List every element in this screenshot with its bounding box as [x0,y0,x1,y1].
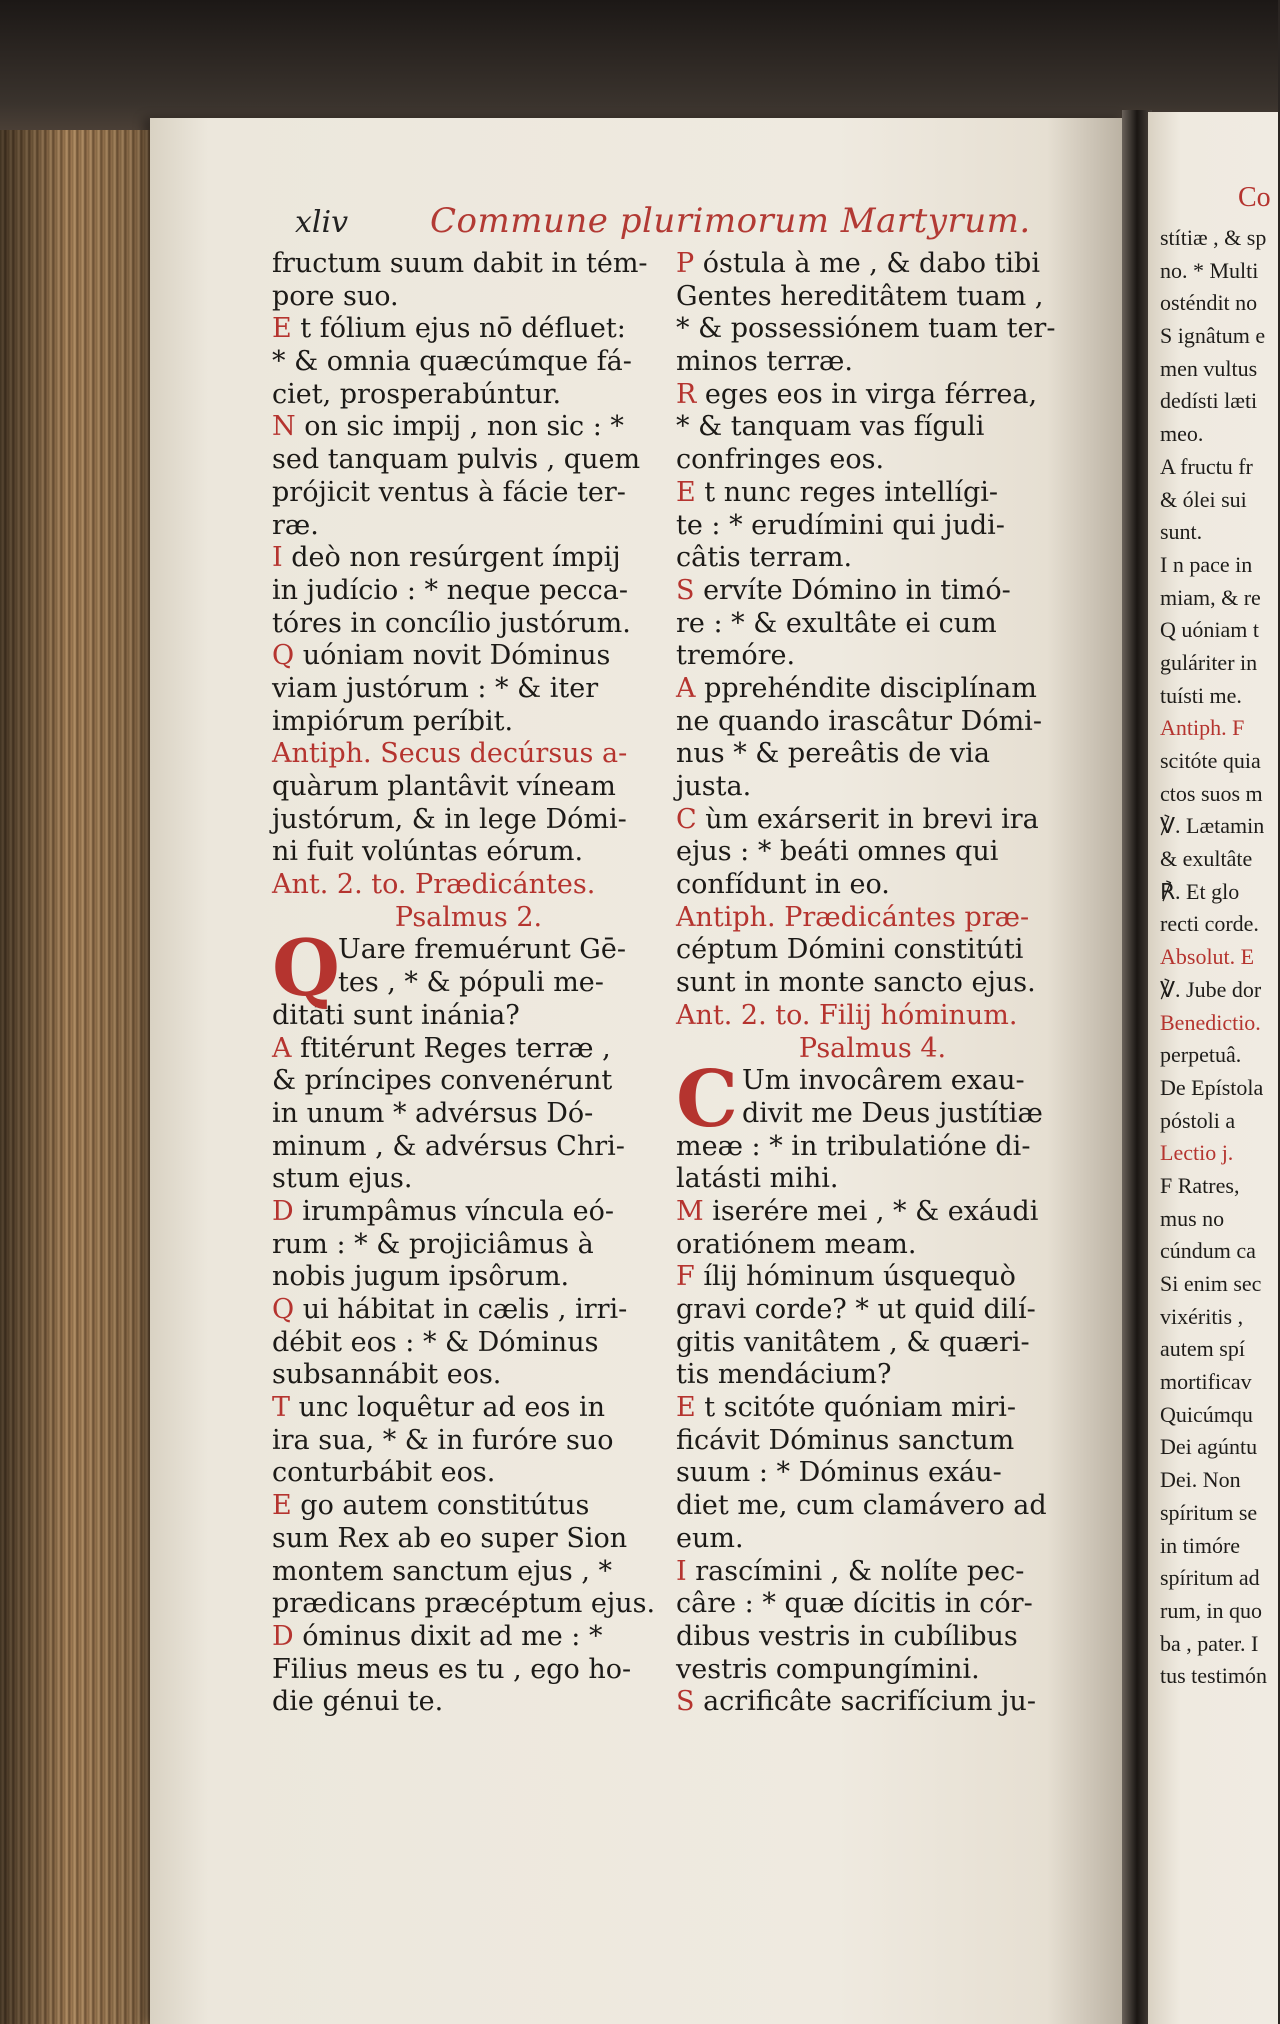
page-header [295,201,1055,251]
facing-text-line: spíritum ad [1160,1565,1260,1591]
line-text: confringes eos. [676,444,885,476]
text-line [676,477,1069,510]
facing-text-line: & exultâte [1160,846,1253,872]
text-line [676,542,1069,575]
text-line [676,1229,1069,1262]
text-line [272,1098,665,1131]
text-line [676,738,1069,771]
facing-text-line: stítiæ , & sp [1160,225,1267,250]
text-line [272,1686,665,1719]
text-line [272,411,665,444]
facing-text-line: De Epístola [1160,1074,1264,1100]
line-text: nus * & pereâtis de via [676,738,990,770]
text-line [676,1588,1069,1621]
facing-text-line: Quicúmqu [1160,1401,1253,1427]
facing-text-line: vixéritis , [1160,1303,1244,1329]
line-text: M iserére mei , * & exáudi [676,1195,1039,1227]
facing-page-text [1160,182,1280,1693]
text-line [272,1457,665,1490]
text-line [676,444,1069,477]
text-line [676,248,1069,281]
facing-text-line: ba , pater. I [1160,1630,1259,1656]
line-text: tes , * & pópuli me- [338,967,604,999]
facing-text-line: A fructu fr [1160,453,1253,479]
text-line [676,1000,1069,1033]
facing-page-header: Co [1238,182,1271,213]
text-line [272,542,665,575]
line-text: minum , & advérsus Chri- [272,1130,625,1162]
text-line [272,1556,665,1589]
line-text: impiórum períbit. [272,705,514,737]
line-text: divit me Deus justítiæ [742,1097,1043,1129]
facing-text-line: póstoli a [1160,1107,1236,1133]
line-text: C ùm exárserit in brevi ira [676,803,1039,835]
text-line [676,1686,1069,1719]
text-line [272,1294,665,1327]
line-text: câtis terram. [676,542,853,574]
line-text: prójicit ventus à fácie ter- [272,476,626,508]
text-line [272,1654,665,1687]
text-line [676,1556,1069,1589]
facing-text-line: osténdit no [1160,290,1258,316]
line-text: F ílij hóminum úsquequò [676,1261,1016,1293]
text-line [676,1621,1069,1654]
line-text: in judício : * neque pecca- [272,574,628,606]
line-text: ditáti sunt inánia? [272,999,520,1031]
text-line [272,510,665,543]
text-line [676,1490,1069,1523]
line-text: diet me, cum clamávero ad [676,1490,1047,1522]
facing-text-line: Absolut. E [1160,944,1255,970]
line-text: I rascímini , & nolíte pec- [676,1555,1025,1587]
line-text: gitis vanitâtem , & quæri- [676,1326,1030,1358]
text-line [272,673,665,706]
text-line [676,1654,1069,1687]
line-text: vestris compungímini. [676,1653,980,1685]
line-text: A ftitérunt Reges terræ , [272,1032,611,1064]
line-text: stum ejus. [272,1163,413,1195]
text-line [272,346,665,379]
line-text: débit eos : * & Dóminus [272,1326,599,1358]
text-line [272,1588,665,1621]
line-text: prædicans præcéptum ejus. [272,1588,656,1620]
line-text: sed tanquam pulvis , quem [272,444,641,476]
line-text: Q uóniam novit Dóminus [272,640,611,672]
line-text: ficávit Dóminus sanctum [676,1424,1015,1456]
line-text: Q ui hábitat in cælis , irri- [272,1294,628,1325]
facing-text-line: miam, & re [1160,584,1261,610]
text-line [676,1457,1069,1490]
text-line [676,1523,1069,1556]
text-line [272,1425,665,1458]
text-line [676,608,1069,641]
line-text: D óminus dixit ad me : * [272,1620,603,1652]
facing-text-line: sunt. [1160,519,1203,545]
text-line [676,804,1069,837]
facing-text-line: no. * Multi [1160,257,1259,283]
text-line [272,444,665,477]
facing-text-line: recti corde. [1160,911,1259,937]
line-text: tis mendácium? [676,1359,892,1391]
facing-text-line: Lectio j. [1160,1140,1234,1166]
facing-text-line: mortificav [1160,1369,1252,1395]
text-line [676,1098,1069,1131]
line-text: E t scitóte quóniam miri- [676,1392,1017,1424]
line-text: nobis jugum ipsôrum. [272,1261,570,1293]
text-line [272,477,665,510]
line-text: Um invocârem exau- [742,1065,1025,1097]
line-text: latásti mihi. [676,1163,839,1195]
line-text: dibus vestris in cubílibus [676,1620,1018,1652]
text-line [676,967,1069,1000]
line-text: confídunt in eo. [676,869,890,901]
text-line [272,771,665,804]
line-text: S ervíte Dómino in timó- [676,574,1011,606]
background-top [0,0,1278,130]
facing-text-line: spíritum se [1160,1499,1258,1525]
text-line [272,1327,665,1360]
facing-text-line: dedísti læti [1160,388,1258,414]
line-text: re : * & exultâte ei cum [676,607,997,639]
text-line [272,640,665,673]
line-text: Antiph. Prædicántes præ- [676,901,1030,933]
facing-text-line: guláriter in [1160,649,1258,675]
line-text: pore suo. [272,280,399,312]
facing-text-line: ℣. Jube dor [1160,976,1262,1002]
line-text: câre : * quæ dícitis in cór- [676,1588,1033,1620]
folio-number: xliv [295,205,349,240]
text-line [272,575,665,608]
text-line [676,640,1069,673]
text-line [676,1425,1069,1458]
text-line [676,411,1069,444]
facing-text-line: Antiph. F [1160,715,1245,741]
text-line [272,379,665,412]
text-line [272,1065,665,1098]
line-text: E t nunc reges intellígi- [676,476,998,508]
text-line [272,1490,665,1523]
facing-text-line: men vultus [1160,355,1258,381]
line-text: ciet, prosperabúntur. [272,378,562,410]
line-text: die génui te. [272,1686,444,1718]
line-text: gravi corde? * ut quid dilí- [676,1294,1036,1325]
text-line [676,313,1069,346]
drop-capital: Q [272,923,340,1015]
text-line [676,869,1069,902]
line-text: * & omnia quæcúmque fá- [272,346,632,378]
line-text: montem sanctum ejus , * [272,1555,612,1587]
text-line [272,1359,665,1392]
facing-text-line: tuísti me. [1160,682,1242,708]
line-text: eum. [676,1522,744,1554]
line-text: minos terræ. [676,346,853,378]
line-text: oratiónem meam. [676,1228,917,1260]
facing-text-line: in timóre [1160,1532,1241,1558]
line-text: justórum, & in lege Dómi- [272,803,627,835]
line-text: Ant. 2. to. Prædicántes. [272,869,596,901]
line-text: Psalmus 2. [394,901,543,933]
line-text: meæ : * in tribulatióne di- [676,1130,1031,1162]
text-line [272,967,665,1000]
line-text: S acrificâte sacrifícium ju- [676,1686,1036,1718]
line-text: ira sua, * & in furóre suo [272,1424,614,1456]
facing-text-line: scitóte quia [1160,748,1261,773]
facing-text-line: S ignâtum e [1160,323,1266,349]
line-text: Uare fremuérunt Gē- [338,934,626,966]
facing-text-line: & ólei sui [1160,486,1247,512]
facing-text-line: Dei agúntu [1160,1434,1258,1460]
text-line [272,1261,665,1294]
left-text-column [272,248,665,1719]
right-text-column [676,248,1069,1719]
text-line [272,804,665,837]
drop-capital: C [676,1054,739,1146]
text-line [272,1621,665,1654]
line-text: ne quando irascâtur Dómi- [676,705,1042,737]
line-text: tremóre. [676,640,796,672]
line-text: * & possessiónem tuam ter- [676,313,1056,345]
line-text: D irumpâmus víncula eó- [272,1195,615,1227]
facing-text-line: Dei. Non [1160,1467,1241,1493]
line-text: te : * erudímini qui judi- [676,509,1005,541]
text-line [272,1131,665,1164]
text-line [676,902,1069,935]
facing-text-line: autem spí [1160,1336,1245,1362]
line-text: ræ. [272,509,319,541]
line-text: quàrum plantâvit víneam [272,771,616,802]
text-line [272,706,665,739]
text-line [676,673,1069,706]
line-text: T unc loquêtur ad eos in [272,1392,606,1424]
book-edge-shadow [0,130,175,2024]
text-line [676,771,1069,804]
line-text: rum : * & projiciâmus à [272,1228,594,1260]
facing-text-line: mus no [1160,1205,1225,1231]
text-line [676,281,1069,314]
facing-text-line: ℣. Lætamin [1160,813,1265,839]
line-text: ejus : * beáti omnes qui [676,836,999,868]
line-text: E t fólium ejus nō défluet: [272,313,626,345]
text-line [272,738,665,771]
line-text: in unum * advérsus Dó- [272,1097,594,1129]
text-line [272,248,665,281]
line-text: viam justórum : * & iter [272,672,599,704]
facing-text-line: meo. [1160,421,1204,447]
text-line [272,1392,665,1425]
text-line [676,706,1069,739]
text-line [676,934,1069,967]
line-text: N on sic impij , non sic : * [272,411,624,443]
line-text: R eges eos in virga férrea, [676,378,1038,410]
text-line [676,836,1069,869]
text-line [272,1163,665,1196]
facing-text-line: ℟. Et glo [1160,878,1240,904]
text-line [676,1359,1069,1392]
line-text: tóres in concílio justórum. [272,607,631,639]
line-text: fructum suum dabit in tém- [272,248,648,279]
text-line [676,1327,1069,1360]
facing-text-line: Q uóniam t [1160,617,1259,643]
line-text: Ant. 2. to. Filij hóminum. [676,999,1018,1031]
text-line [676,346,1069,379]
text-line [272,1196,665,1229]
line-text: Antiph. Secus decúrsus a- [272,738,628,770]
text-line [272,836,665,869]
facing-text-line: cúndum ca [1160,1238,1256,1264]
text-line [676,575,1069,608]
line-text: sunt in monte sancto ejus. [676,967,1036,999]
text-line [272,869,665,902]
line-text: E go autem constitútus [272,1490,590,1522]
line-text: & príncipes convenérunt [272,1065,613,1097]
facing-text-line: tus testimón [1160,1663,1267,1689]
text-line [676,1163,1069,1196]
line-text: P óstula à me , & dabo tibi [676,248,1040,279]
facing-text-line: Si enim sec [1160,1271,1262,1296]
text-line [272,608,665,641]
facing-text-line: perpetuâ. [1160,1042,1242,1068]
line-text: Psalmus 4. [798,1032,947,1064]
line-text: sum Rex ab eo super Sion [272,1522,628,1554]
text-line [272,1523,665,1556]
facing-text-line: I n pace in [1160,551,1253,577]
facing-text-line: ctos suos m [1160,780,1263,806]
line-text: * & tanquam vas fíguli [676,411,985,443]
text-line [272,1033,665,1066]
line-text: conturbábit eos. [272,1457,496,1489]
facing-text-line: rum, in quo [1160,1597,1263,1623]
line-text: subsannábit eos. [272,1359,502,1391]
text-line [272,1229,665,1262]
text-line [676,379,1069,412]
text-line [676,510,1069,543]
line-text: justa. [676,771,752,802]
text-line [272,281,665,314]
line-text: Gentes hereditâtem tuam , [676,280,1044,312]
text-line [676,1294,1069,1327]
line-text: ni fuit volúntas eórum. [272,836,584,868]
text-line [272,313,665,346]
line-text: Filius meus es tu , ego ho- [272,1653,632,1685]
line-text: I deò non resúrgent ímpij [272,542,621,574]
line-text: céptum Dómini constitúti [676,934,1024,966]
text-line [676,1261,1069,1294]
line-text: A pprehéndite disciplínam [676,672,1037,704]
facing-text-line: F Ratres, [1160,1172,1240,1198]
running-title: Commune plurimorum Martyrum. [430,201,1031,241]
text-line [676,1196,1069,1229]
text-line [676,1392,1069,1425]
facing-text-line: Benedictio. [1160,1009,1261,1035]
line-text: suum : * Dóminus exáu- [676,1457,1002,1489]
